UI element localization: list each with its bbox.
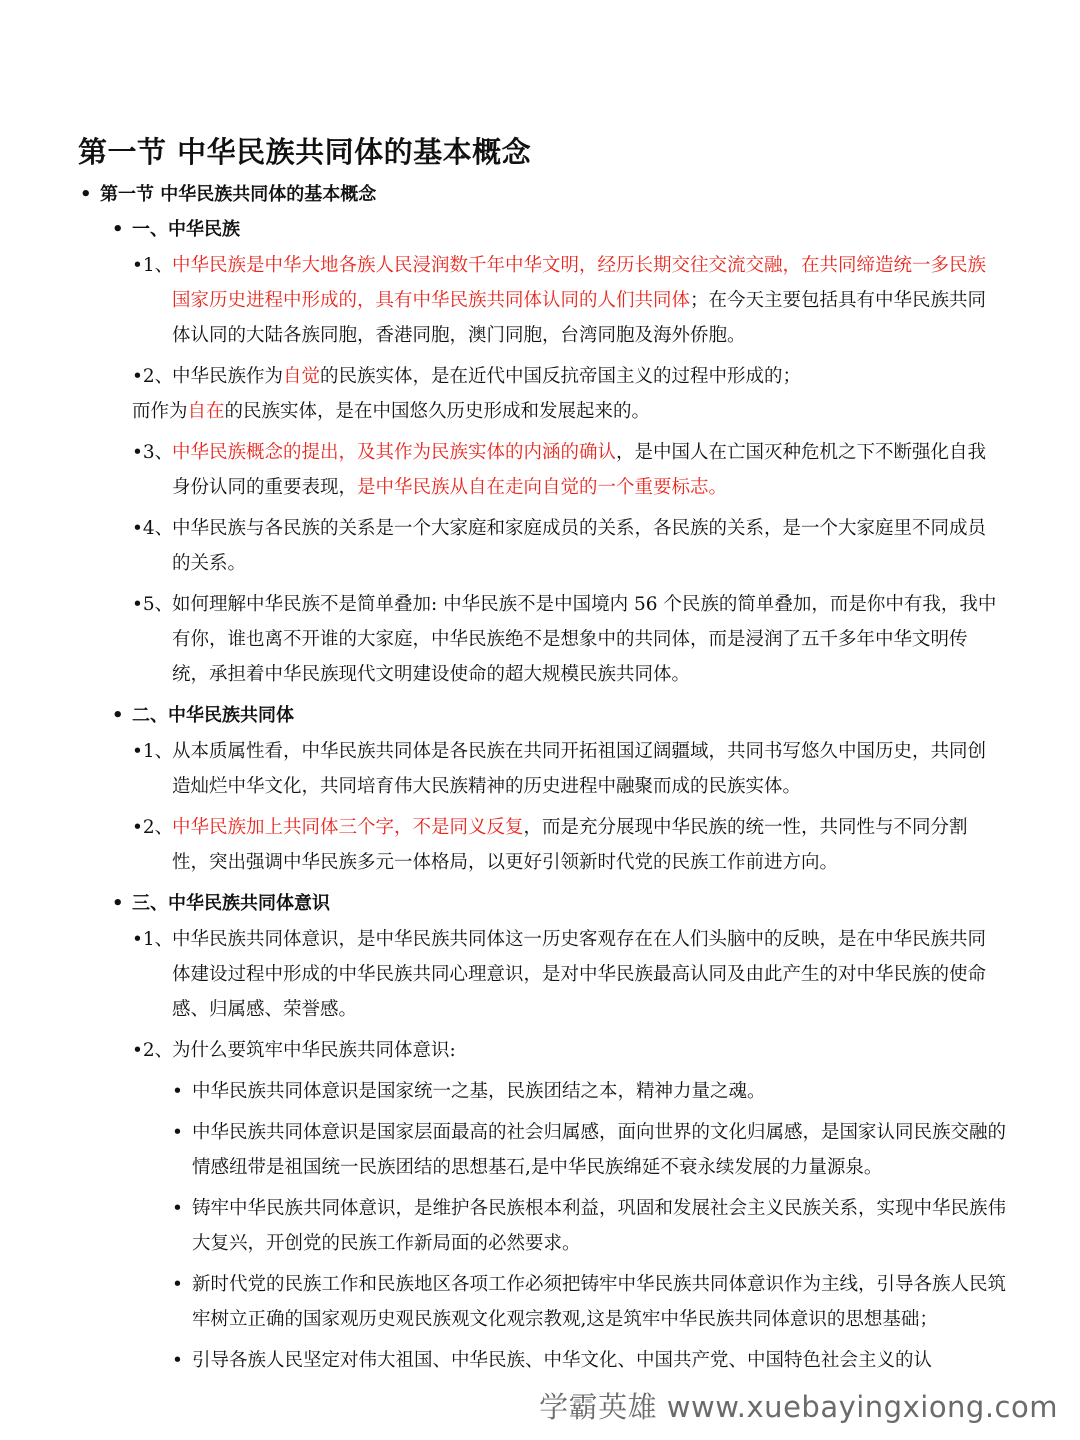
bullet-icon: • — [80, 184, 92, 205]
bullet-icon: • — [172, 1122, 183, 1143]
bullet-icon: • — [112, 219, 124, 240]
sub-item-text: 中华民族共同体意识是国家层面最高的社会归属感，面向世界的文化归属感，是国家认同民族交融的情感纽带是祖国统一民族团结的思想基石,是中华民族绵延不衰永续发展的力量源泉。 — [192, 1122, 1007, 1178]
highlighted-text: 自在 — [187, 401, 225, 422]
body-text: ；在今天主要包括具有中华民族共同体认同的大陆各族同胞，香港同胞，澳门同胞，台湾同胞及海外侨胞。 — [172, 290, 987, 346]
sub-item-text: 铸牢中华民族共同体意识，是维护各民族根本利益，巩固和发展社会主义民族关系，实现中华民族伟大复兴，开创党的民族工作新局面的必然要求。 — [192, 1198, 1007, 1254]
list-item — [132, 511, 1002, 581]
body-text: ，而是充分展现中华民族的统一性，共同性与不同分割性，突出强调中华民族多元一体格局，以更好引领新时代党的民族工作前进方向。 — [172, 817, 968, 873]
body-text: 中华民族作为 — [172, 366, 284, 387]
watermark: 学霸英雄 www.xuebayingxiong.com — [539, 1390, 1058, 1424]
list-item — [132, 359, 1002, 429]
section-heading — [0, 212, 1080, 248]
outline — [0, 178, 1080, 1384]
bullet-icon: • — [112, 893, 124, 914]
page-title: 第一节 中华民族共同体的基本概念 — [78, 135, 532, 169]
section-heading — [0, 698, 1080, 734]
list-item — [132, 734, 1002, 804]
body-text: 中华民族与各民族的关系是一个大家庭和家庭成员的关系，各民族的关系，是一个大家庭里不同成员的关系。 — [172, 518, 987, 574]
sub-list-item — [162, 1191, 1007, 1261]
sub-list-item — [162, 1074, 1007, 1109]
list-item — [132, 1033, 1002, 1068]
item-number: •2、 — [132, 817, 174, 838]
item-number: •1、 — [132, 255, 174, 276]
body-text: ，是中国人在亡国灭种危机之下不断强化自我身份认同的重要表现， — [172, 442, 987, 498]
body-text: 从本质属性看，中华民族共同体是各民族在共同开拓祖国辽阔疆域，共同书写悠久中国历史，共同创造灿烂中华文化，共同培育伟大民族精神的历史进程中融聚而成的民族实体。 — [172, 741, 987, 797]
bullet-icon: • — [172, 1274, 183, 1295]
list-item — [132, 810, 1002, 880]
highlighted-text: 中华民族概念的提出，及其作为民族实体的内涵的确认 — [172, 442, 617, 463]
body-text: 中华民族共同体意识，是中华民族共同体这一历史客观存在在人们头脑中的反映，是在中华民族共同体建设过程中形成的中华民族共同心理意识，是对中华民族最高认同及由此产生的对中华民族的使命感、归属感、荣誉感。 — [172, 929, 987, 1020]
list-item — [132, 922, 1002, 1027]
list-item — [132, 435, 1002, 505]
list-item-continuation — [132, 394, 1002, 429]
item-number: •2、 — [132, 1040, 174, 1061]
sub-list-item — [162, 1343, 1007, 1378]
body-text: 而作为 — [132, 401, 188, 422]
section-heading — [0, 886, 1080, 922]
body-text: 的民族实体，是在中国悠久历史形成和发展起来的。 — [224, 401, 651, 422]
sub-item-text: 中华民族共同体意识是国家统一之基，民族团结之本，精神力量之魂。 — [192, 1081, 766, 1102]
item-number: •5、 — [132, 594, 174, 615]
sub-list-item — [162, 1267, 1007, 1337]
highlighted-text: 自觉 — [283, 366, 321, 387]
item-number: •1、 — [132, 741, 174, 762]
highlighted-text: 是中华民族从自在走向自觉的一个重要标志。 — [357, 477, 728, 498]
outline-root-label: 第一节 中华民族共同体的基本概念 — [100, 184, 377, 205]
item-number: •2、 — [132, 366, 174, 387]
item-number: •3、 — [132, 442, 174, 463]
highlighted-text: 中华民族是中华大地各族人民浸润数千年中华文明，经历长期交往交流交融，在共同缔造统一多民族国家历史进程中形成的，具有中华民族共同体认同的人们共同体 — [172, 255, 987, 311]
bullet-icon: • — [172, 1350, 183, 1371]
highlighted-text: 中华民族加上共同体三个字，不是同义反复 — [172, 817, 524, 838]
section-label: 二、中华民族共同体 — [132, 705, 294, 726]
bullet-icon: • — [172, 1198, 183, 1219]
outline-sections — [0, 212, 1080, 1378]
sub-item-text: 新时代党的民族工作和民族地区各项工作必须把铸牢中华民族共同体意识作为主线，引导各族人民筑牢树立正确的国家观历史观民族观文化观宗教观,这是筑牢中华民族共同体意识的思想基础； — [192, 1274, 1007, 1330]
section-label: 三、中华民族共同体意识 — [132, 893, 330, 914]
list-item — [132, 248, 1002, 353]
sub-list-item — [162, 1115, 1007, 1185]
sub-item-text: 引导各族人民坚定对伟大祖国、中华民族、中华文化、中国共产党、中国特色社会主义的认 — [192, 1350, 933, 1371]
section-label: 一、中华民族 — [132, 219, 240, 240]
item-number: •4、 — [132, 518, 174, 539]
outline-root — [0, 178, 1080, 212]
body-text: 如何理解中华民族不是简单叠加: 中华民族不是中国境内 56 个民族的简单叠加，而是你中有我，我中有你，谁也离不开谁的大家庭，中华民族绝不是想象中的共同体，而是浸润了五千多年中华文明传统，承担着中华民族现代文明建设使命的超大规模民族共同体。 — [172, 594, 997, 685]
list-item — [132, 587, 1002, 692]
bullet-icon: • — [172, 1081, 183, 1102]
bullet-icon: • — [112, 705, 124, 726]
body-text: 的民族实体，是在近代中国反抗帝国主义的过程中形成的； — [320, 366, 802, 387]
body-text: 为什么要筑牢中华民族共同体意识: — [172, 1040, 456, 1061]
item-number: •1、 — [132, 929, 174, 950]
